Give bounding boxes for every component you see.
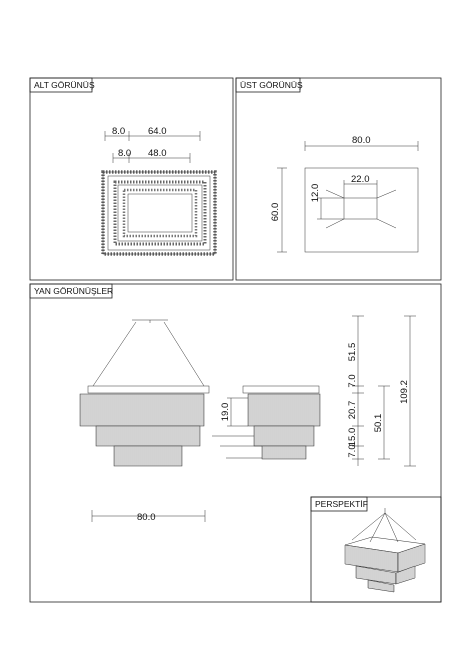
top-view-title: ÜST GÖRÜNÜŞ (240, 80, 303, 90)
top-depth-label: 60.0 (270, 202, 281, 222)
perspective-panel (311, 497, 441, 602)
profile-side-view (243, 386, 320, 459)
inner-offset-label: 8.0 (118, 148, 132, 159)
crystal-tier-3 (114, 446, 182, 466)
suspension-cable (164, 322, 204, 386)
top-band-label: 7.0 (347, 374, 358, 388)
suspension-cable (93, 322, 136, 386)
canopy-depth-label: 12.0 (310, 183, 321, 203)
bottom-view-crystal-frames (103, 172, 215, 254)
perspective-chandelier (345, 508, 425, 592)
profile-tier-1 (248, 394, 320, 426)
perspective-title: PERSPEKTİF (315, 499, 368, 509)
bottom-view-panel (30, 78, 233, 280)
front-side-view (80, 320, 209, 466)
bottom-view-title: ALT GÖRÜNÜŞ (34, 80, 95, 90)
body-2-label: 15.0 (347, 427, 358, 447)
cable-line (377, 190, 396, 198)
body-1-label: 20.7 (347, 400, 358, 420)
perspective-cable (352, 513, 385, 540)
cable-line (326, 190, 344, 198)
canopy-width-label: 22.0 (351, 174, 370, 185)
outer-width-label: 64.0 (148, 126, 167, 137)
canopy-plate (344, 198, 377, 219)
tier-height-label: 19.0 (220, 402, 231, 422)
cable-line (326, 219, 344, 228)
side-views-title: YAN GÖRÜNÜŞLER (34, 286, 114, 296)
cable-length-label: 51.5 (347, 342, 358, 362)
body-total-label: 50.1 (373, 413, 384, 433)
profile-tier-2 (254, 426, 314, 446)
side-width-label: 80.0 (137, 512, 156, 523)
top-frame-band (88, 386, 209, 393)
profile-tier-3 (262, 446, 306, 459)
body-3-label: 7.0 (347, 444, 358, 458)
crystal-tier-1 (80, 394, 204, 426)
perspective-cable (385, 513, 398, 542)
bottom-view-frame (30, 78, 233, 280)
perspective-cable (385, 513, 416, 540)
vertical-dimension-chain (347, 316, 416, 466)
perspective-tier-front (345, 545, 398, 572)
top-view-panel (236, 78, 441, 280)
cable-line (377, 219, 396, 228)
top-view-frame (236, 78, 441, 280)
outer-offset-label: 8.0 (112, 126, 126, 137)
profile-top-band (243, 386, 319, 393)
inner-width-label: 48.0 (148, 148, 167, 159)
top-width-label: 80.0 (352, 135, 371, 146)
overall-height-label: 109.2 (399, 380, 410, 404)
crystal-tier-2 (96, 426, 200, 446)
